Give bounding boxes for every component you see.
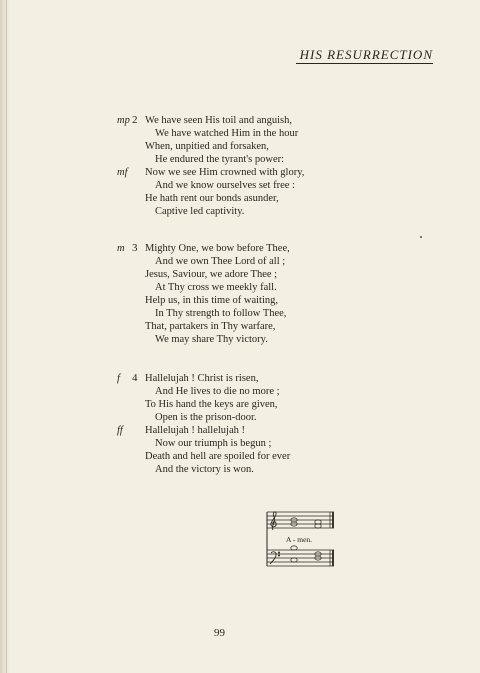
- page-binding-edge: [0, 0, 10, 673]
- verse-line: Hallelujah ! hallelujah !: [145, 425, 246, 436]
- verse-line: Jesus, Saviour, we adore Thee ;: [145, 269, 278, 280]
- verse-line: At Thy cross we meekly fall.: [155, 282, 277, 293]
- dynamic-mark: f: [117, 373, 120, 384]
- verse-line: We have seen His toil and anguish,: [145, 115, 292, 126]
- verse-line: In Thy strength to follow Thee,: [155, 308, 287, 319]
- verse-line: Captive led captivity.: [155, 206, 245, 217]
- amen-staff-notation: [264, 508, 346, 572]
- dynamic-mark: mp: [117, 115, 130, 126]
- verse-line: And we own Thee Lord of all ;: [155, 256, 286, 267]
- verse-line: That, partakers in Thy warfare,: [145, 321, 276, 332]
- verse-line: Death and hell are spoiled for ever: [145, 451, 291, 462]
- verse-line: And the victory is won.: [155, 464, 254, 475]
- verse-line: And we know ourselves set free :: [155, 180, 295, 191]
- verse-line: To His hand the keys are given,: [145, 399, 278, 410]
- page-number: 99: [214, 627, 225, 639]
- page-speck: [420, 236, 422, 238]
- verse-line: And He lives to die no more ;: [155, 386, 280, 397]
- running-head: HIS RESURRECTION: [299, 47, 433, 62]
- verse-line: Hallelujah ! Christ is risen,: [145, 373, 259, 384]
- dynamic-mark: m: [117, 243, 125, 254]
- running-head-rule: [296, 63, 433, 64]
- verse-line: Now we see Him crowned with glory,: [145, 167, 305, 178]
- verse-number: 2: [132, 114, 138, 126]
- amen-lyric: A - men.: [286, 535, 313, 544]
- verse-line: He endured the tyrant's power:: [155, 154, 285, 165]
- verse-line: Now our triumph is begun ;: [155, 438, 272, 449]
- verse-line: We have watched Him in the hour: [155, 128, 299, 139]
- verse-line: Open is the prison-door.: [155, 412, 257, 423]
- amen-music-fragment: [264, 508, 346, 572]
- verse-line: Help us, in this time of waiting,: [145, 295, 278, 306]
- verse-line: We may share Thy victory.: [155, 334, 268, 345]
- verse-line: He hath rent our bonds asunder,: [145, 193, 279, 204]
- dynamic-mark: mf: [117, 167, 128, 178]
- verse-number: 4: [132, 372, 138, 384]
- verse-line: Mighty One, we bow before Thee,: [145, 243, 290, 254]
- dynamic-mark: ff: [117, 425, 123, 436]
- verse-line: When, unpitied and forsaken,: [145, 141, 269, 152]
- verse-number: 3: [132, 242, 138, 254]
